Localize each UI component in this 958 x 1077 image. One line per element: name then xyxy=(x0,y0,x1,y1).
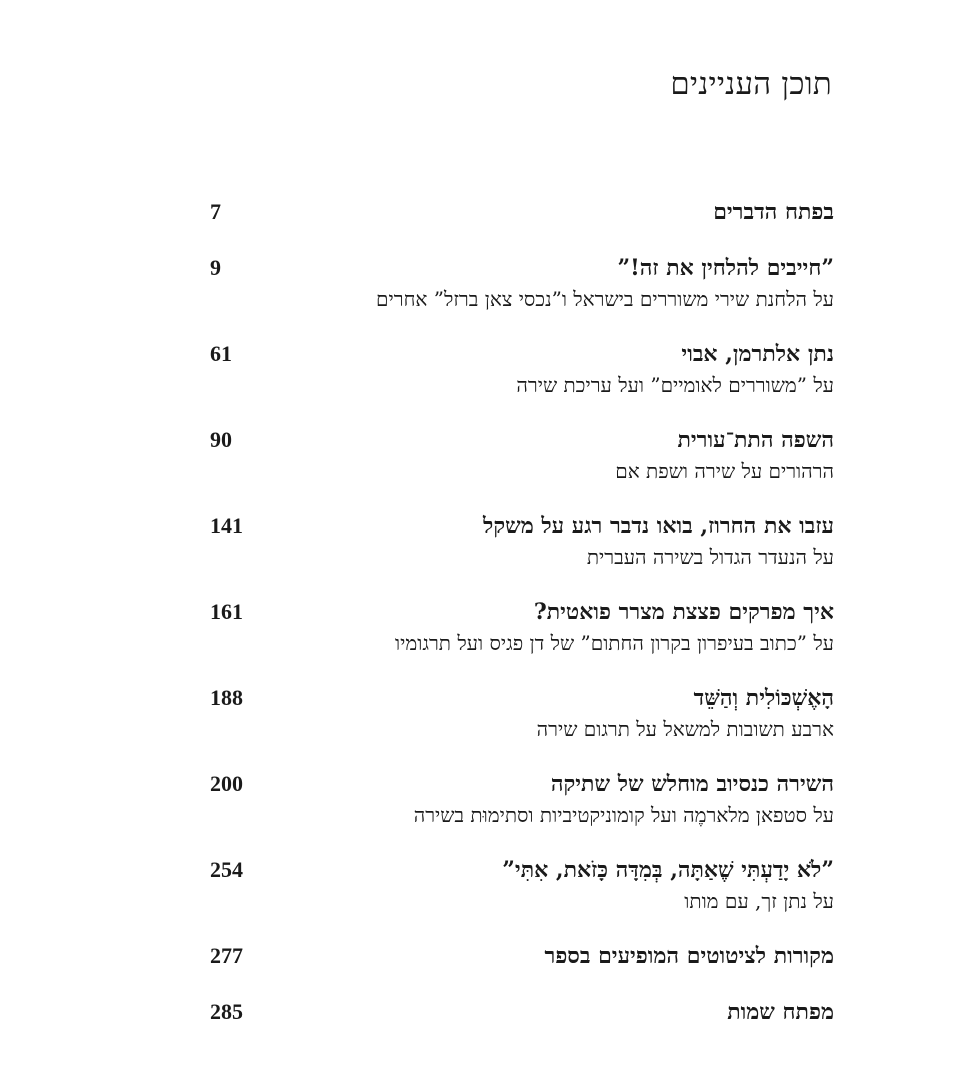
toc-entry-title: הָאֶשְׁכּוֹלִית וְהַשֵּׁד xyxy=(693,685,834,711)
toc-entry-page-number: 141 xyxy=(210,513,243,538)
toc-entry-title: מקורות לציטוטים המופיעים בספר xyxy=(544,943,834,969)
toc-entry-page-number: 161 xyxy=(210,599,243,624)
toc-entry-subtitle: על ”כתוב בעיפרון בקרון החתום” של דן פגיס ועל תרגומיו xyxy=(395,631,834,655)
toc-entry xyxy=(210,195,834,229)
toc-entry xyxy=(210,939,834,973)
toc-entry-page-number: 277 xyxy=(210,943,243,968)
toc-entry-title: נתן אלתרמן, אבוי xyxy=(681,341,834,367)
toc-entry-page-number: 61 xyxy=(210,341,232,366)
toc-entry xyxy=(210,251,834,313)
toc-entry-subtitle: על סטפאן מלארמֶה ועל קומוניקטיביות וסתימוּת בשירה xyxy=(413,803,834,827)
toc-entry xyxy=(210,853,834,915)
toc-entry xyxy=(210,423,834,485)
toc-entry-title: השפה התת־עורית xyxy=(677,427,834,453)
toc-entry-title: ”לֹא יָדַעְתִּי שֶׁאַתָּה, בְּמִדָּה כָּזֹאת, אִתִּי” xyxy=(502,857,834,883)
toc-entry-page-number: 9 xyxy=(210,255,221,280)
toc-entry-page-number: 90 xyxy=(210,427,232,452)
toc-entry-title: עזבו את החרוז, בואו נדבר רגע על משקל xyxy=(483,513,834,539)
toc-entry-page-number: 188 xyxy=(210,685,243,710)
toc-entry-title: מפתח שמות xyxy=(727,999,834,1025)
toc-entry-subtitle: על הנעדר הגדול בשירה העברית xyxy=(586,545,834,569)
toc-entry xyxy=(210,995,834,1029)
toc-entry-subtitle: על ”משוררים לאומיים” ועל עריכת שירה xyxy=(516,373,834,397)
toc-entry-title: איך מפרקים פצצת מצרר פואטית? xyxy=(533,599,834,625)
toc-entry-subtitle: על נתן זך, עם מותו xyxy=(684,889,834,913)
toc-entry xyxy=(210,337,834,399)
toc-entry-subtitle: על הלחנת שירי משוררים בישראל ו”נכסי צאן ברזל” אחרים xyxy=(376,287,834,311)
toc-entry xyxy=(210,595,834,657)
toc-entry-page-number: 285 xyxy=(210,999,243,1024)
toc-entry-page-number: 200 xyxy=(210,771,243,796)
table-of-contents xyxy=(210,195,834,1051)
toc-entry xyxy=(210,509,834,571)
toc-entry-title: השירה כנסיוב מוחלש של שתיקה xyxy=(550,771,834,797)
toc-entry-title: בפתח הדברים xyxy=(713,199,834,225)
toc-entry-subtitle: הרהורים על שירה ושפת אם xyxy=(615,459,834,483)
toc-entry-subtitle: ארבע תשובות למשאל על תרגום שירה xyxy=(536,717,834,741)
toc-entry-title: ”חייבים להלחין את זה!” xyxy=(617,255,834,281)
toc-entry-page-number: 7 xyxy=(210,199,221,224)
toc-entry xyxy=(210,681,834,743)
toc-entry xyxy=(210,767,834,829)
toc-entry-page-number: 254 xyxy=(210,857,243,882)
page-title: תוכן העניינים xyxy=(670,66,832,102)
